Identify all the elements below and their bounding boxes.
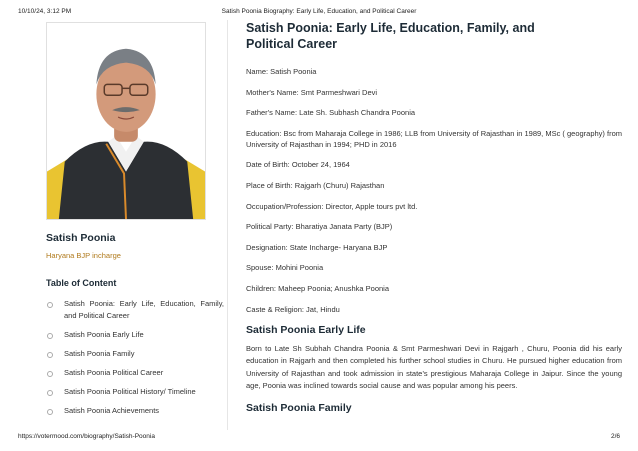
fact-education: Education: Bsc from Maharaja College in 1986; LLB from University of Rajasthan in 1989, MSc ( geography) from University of Rajasthan in 1994; PHD in 2016 <box>246 128 623 149</box>
family-heading: Satish Poonia Family <box>246 402 352 415</box>
page-number: 2/6 <box>610 433 620 440</box>
print-datetime: 10/10/24, 3:12 PM <box>18 8 72 15</box>
print-header <box>0 8 638 20</box>
profile-photo <box>46 22 206 220</box>
fact-birthplace: Place of Birth: Rajgarh (Churu) Rajasthan <box>246 180 385 190</box>
toc-item-label: Satish Poonia Early Life <box>64 330 144 339</box>
toc-item-overview[interactable] <box>46 298 224 322</box>
toc-item-political-history[interactable] <box>46 386 224 398</box>
article-content <box>246 20 622 421</box>
toc-title: Table of Content <box>46 278 117 288</box>
fact-designation: Designation: State Incharge- Haryana BJP <box>246 242 388 252</box>
toc-item-label: Satish Poonia Family <box>64 349 135 358</box>
fact-mother: Mother's Name: Smt Parmeshwari Devi <box>246 87 378 97</box>
radio-bullet-icon <box>47 302 53 308</box>
radio-bullet-icon <box>47 352 53 358</box>
toc-item-label: Satish Poonia: Early Life, Education, Family, and Political Career <box>64 299 224 320</box>
print-url: https://votermood.com/biography/Satish-Poonia <box>18 433 155 440</box>
fact-dob: Date of Birth: October 24, 1964 <box>246 160 350 170</box>
profile-role: Haryana BJP incharge <box>46 251 121 260</box>
table-of-contents <box>46 298 224 424</box>
toc-item-family[interactable] <box>46 348 224 360</box>
radio-bullet-icon <box>47 371 53 377</box>
profile-sidebar <box>36 20 228 430</box>
toc-item-label: Satish Poonia Political History/ Timeline <box>64 387 196 396</box>
fact-father: Father's Name: Late Sh. Subhash Chandra Poonia <box>246 108 416 118</box>
radio-bullet-icon <box>47 409 53 415</box>
toc-item-political-career[interactable] <box>46 367 224 379</box>
radio-bullet-icon <box>47 333 53 339</box>
fact-name: Name: Satish Poonia <box>246 67 317 76</box>
toc-item-label: Satish Poonia Achievements <box>64 406 160 415</box>
portrait-image <box>47 23 205 219</box>
toc-item-early-life[interactable] <box>46 329 224 341</box>
fact-occupation: Occupation/Profession: Director, Apple tours pvt ltd. <box>246 201 418 211</box>
article-title: Satish Poonia: Early Life, Education, Family, and Political Career <box>246 21 535 51</box>
fact-children: Children: Maheep Poonia; Anushka Poonia <box>246 283 390 293</box>
toc-item-achievements[interactable] <box>46 405 224 417</box>
radio-bullet-icon <box>47 390 53 396</box>
fact-caste-religion: Caste & Religion: Jat, Hindu <box>246 304 340 314</box>
toc-item-label: Satish Poonia Political Career <box>64 368 164 377</box>
fact-party: Political Party: Bharatiya Janata Party (BJP) <box>246 222 393 232</box>
profile-name: Satish Poonia <box>46 232 116 244</box>
early-life-heading: Satish Poonia Early Life <box>246 324 366 337</box>
early-life-paragraph: Born to Late Sh Subhah Chandra Poonia & Smt Parmeshwari Devi in Rajgarh , Churu, Poonia did his early education in Rajgarh and then completed his further school studies in Churu. He pursued higher education from University of Rajasthan and took admission in state’s prestigious Maharaja College in Jaipur. Since the young age, Poonia was inclined towards social cause and was popular among his peers. <box>246 344 622 391</box>
print-footer <box>0 433 638 445</box>
print-page-title: Satish Poonia Biography: Early Life, Education, and Political Career <box>221 8 417 15</box>
fact-spouse: Spouse: Mohini Poonia <box>246 263 324 273</box>
